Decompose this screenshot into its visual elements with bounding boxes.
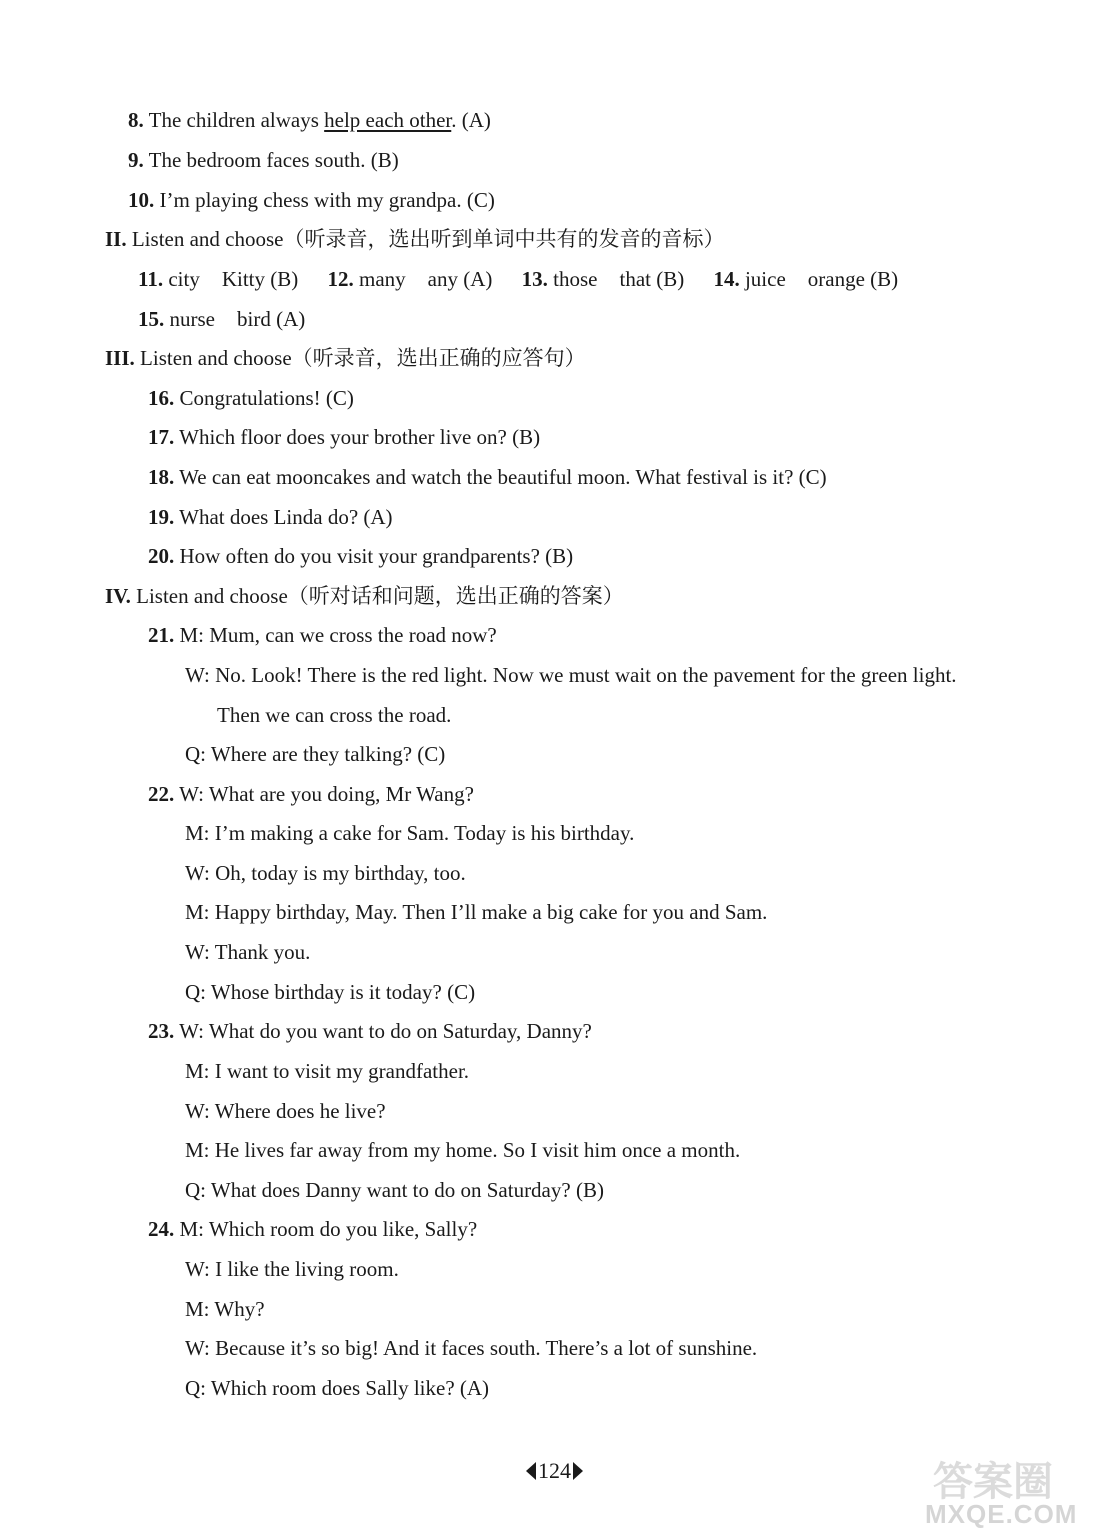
dialogue-23-line-2: M: I want to visit my grandfather.	[185, 1059, 470, 1083]
phonics-item-14	[713, 267, 898, 291]
question-9	[128, 148, 399, 172]
watermark-url: MXQE.COM	[925, 1499, 1078, 1529]
dialogue-23-line-3: W: Where does he live?	[185, 1099, 386, 1123]
question-text: Which floor does your brother live on? (B)	[179, 425, 541, 449]
section-heading-4	[105, 584, 624, 608]
triangle-right-icon	[573, 1462, 583, 1480]
question-number: 23.	[148, 1019, 175, 1043]
phonics-item-13	[522, 267, 685, 291]
question-8	[128, 108, 491, 132]
triangle-left-icon	[526, 1462, 536, 1480]
dialogue-24-line-4: W: Because it’s so big! And it faces south. There’s a lot of sunshine.	[185, 1336, 758, 1360]
question-text: The children always	[148, 108, 325, 132]
question-number: 8.	[128, 108, 144, 132]
section-title: Listen and choose（听对话和问题，选出正确的答案）	[136, 584, 624, 608]
question-number: 10.	[128, 188, 155, 212]
question-text: What does Linda do? (A)	[179, 505, 393, 529]
dialogue-24-line-1	[148, 1217, 477, 1241]
dialogue-text: M: Which room do you like, Sally?	[179, 1217, 478, 1241]
word-b: orange (B)	[807, 267, 899, 291]
question-text: The bedroom faces south. (B)	[148, 148, 399, 172]
question-number: 12.	[327, 267, 354, 291]
section-number: IV.	[105, 584, 131, 608]
dialogue-text: W: What do you want to do on Saturday, Danny?	[179, 1019, 592, 1043]
section-heading-3	[105, 346, 586, 370]
phonics-item-15	[138, 307, 305, 331]
question-number: 18.	[148, 465, 175, 489]
dialogue-text: W: What are you doing, Mr Wang?	[179, 782, 474, 806]
section-title: Listen and choose（听录音，选出听到单词中共有的发音的音标）	[131, 227, 725, 251]
watermark-logo	[925, 1450, 1095, 1530]
word-a: many	[359, 267, 406, 291]
question-number: 22.	[148, 782, 175, 806]
watermark-chinese: 答案圈	[933, 1459, 1053, 1505]
word-b: Kitty (B)	[221, 267, 299, 291]
phonics-row-1	[138, 267, 898, 291]
word-a: juice	[744, 267, 786, 291]
question-17	[148, 425, 540, 449]
dialogue-23-line-4: M: He lives far away from my home. So I visit him once a month.	[185, 1138, 741, 1162]
dialogue-24-question: Q: Which room does Sally like? (A)	[185, 1376, 490, 1400]
page-number	[526, 1458, 583, 1484]
dialogue-21-question: Q: Where are they talking? (C)	[185, 742, 446, 766]
dialogue-22-line-1	[148, 782, 474, 806]
dialogue-22-line-3: W: Oh, today is my birthday, too.	[185, 861, 466, 885]
dialogue-text: M: Mum, can we cross the road now?	[179, 623, 497, 647]
dialogue-24-line-2: W: I like the living room.	[185, 1257, 399, 1281]
question-number: 19.	[148, 505, 175, 529]
question-20	[148, 544, 573, 568]
section-title: Listen and choose（听录音，选出正确的应答句）	[140, 346, 586, 370]
dialogue-21-line-3: Then we can cross the road.	[217, 703, 452, 727]
question-number: 14.	[713, 267, 740, 291]
question-number: 21.	[148, 623, 175, 647]
dialogue-23-line-1	[148, 1019, 592, 1043]
word-a: those	[553, 267, 598, 291]
page-number-text: 124	[538, 1458, 571, 1483]
question-text: How often do you visit your grandparents? (B)	[179, 544, 574, 568]
question-text: I’m playing chess with my grandpa. (C)	[159, 188, 495, 212]
phonics-item-11	[138, 267, 298, 291]
question-18	[148, 465, 827, 489]
question-number: 24.	[148, 1217, 175, 1241]
question-10	[128, 188, 495, 212]
question-16	[148, 386, 354, 410]
question-number: 13.	[521, 267, 548, 291]
question-number: 15.	[138, 307, 165, 331]
question-text: Congratulations! (C)	[179, 386, 354, 410]
underlined-phrase: help each other	[324, 108, 452, 132]
word-a: nurse	[169, 307, 215, 331]
question-number: 17.	[148, 425, 175, 449]
question-number: 11.	[138, 267, 164, 291]
question-answer: . (A)	[451, 108, 491, 132]
word-a: city	[168, 267, 200, 291]
dialogue-22-line-4: M: Happy birthday, May. Then I’ll make a big cake for you and Sam.	[185, 900, 768, 924]
dialogue-23-question: Q: What does Danny want to do on Saturday? (B)	[185, 1178, 604, 1202]
question-number: 9.	[128, 148, 144, 172]
phonics-row-2	[138, 307, 305, 331]
section-heading-2	[105, 227, 724, 251]
question-number: 16.	[148, 386, 175, 410]
section-number: III.	[105, 346, 135, 370]
dialogue-24-line-3: M: Why?	[185, 1297, 265, 1321]
word-b: that (B)	[619, 267, 685, 291]
phonics-item-12	[328, 267, 493, 291]
word-b: any (A)	[427, 267, 493, 291]
dialogue-22-line-5: W: Thank you.	[185, 940, 311, 964]
section-number: II.	[105, 227, 127, 251]
word-b: bird (A)	[237, 307, 306, 331]
dialogue-21-line-1	[148, 623, 497, 647]
dialogue-21-line-2: W: No. Look! There is the red light. Now we must wait on the pavement for the green light.	[185, 663, 957, 687]
question-19	[148, 505, 393, 529]
question-text: We can eat mooncakes and watch the beautiful moon. What festival is it? (C)	[179, 465, 827, 489]
dialogue-22-question: Q: Whose birthday is it today? (C)	[185, 980, 476, 1004]
question-number: 20.	[148, 544, 175, 568]
dialogue-22-line-2: M: I’m making a cake for Sam. Today is his birthday.	[185, 821, 635, 845]
